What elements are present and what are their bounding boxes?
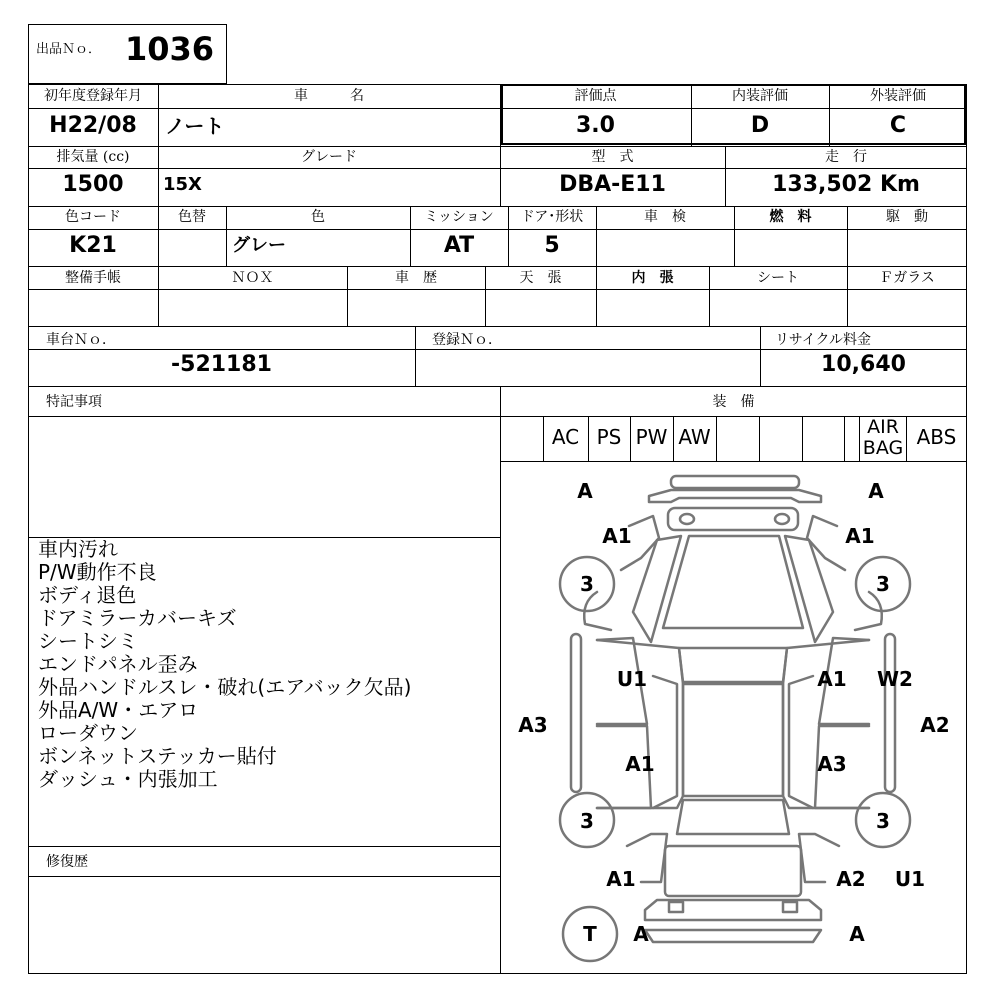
- mark-a1-fl: A1: [602, 524, 632, 548]
- fuel-label: 燃 料: [769, 209, 812, 225]
- mark-a1-left-rear: A1: [625, 752, 655, 776]
- equip-ac: AC: [551, 425, 580, 449]
- records-label: 整備手帳: [65, 270, 121, 286]
- mark-rear-left: A: [633, 922, 649, 946]
- equipment-label: 装 備: [712, 394, 755, 410]
- repaint-label: 色替: [178, 209, 206, 225]
- equip-abs: ABS: [916, 425, 957, 449]
- glass-label: Ｆガラス: [879, 270, 935, 286]
- note-line: 外品A/W・エアロ: [38, 698, 199, 722]
- mark-front-left: A: [577, 479, 593, 503]
- seat-label: シート: [757, 270, 799, 286]
- note-line: ローダウン: [38, 721, 138, 745]
- equip-pw: PW: [635, 425, 668, 449]
- color-code-value: K21: [69, 233, 117, 258]
- exterior-label: 外装評価: [870, 88, 926, 104]
- grade-label: グレード: [301, 149, 357, 165]
- note-line: P/W動作不良: [38, 560, 157, 584]
- note-line: 車内汚れ: [38, 537, 118, 561]
- equip-airbag: AIR BAG: [862, 416, 904, 459]
- note-line: エンドパネル歪み: [38, 652, 198, 676]
- displacement-value: 1500: [62, 172, 124, 197]
- mark-wheel-fr: 3: [876, 572, 890, 596]
- recycle-label: リサイクル料金: [775, 332, 872, 348]
- model-label: 型 式: [591, 149, 634, 165]
- repair-label: 修復歴: [46, 854, 88, 870]
- chassis-value: -521181: [171, 352, 272, 377]
- mark-spare-tire: T: [583, 922, 597, 946]
- note-line: ボンネットステッカー貼付: [38, 744, 277, 768]
- equip-aw: AW: [678, 425, 711, 449]
- hood: [663, 536, 803, 628]
- mark-a1-rear-left: A1: [606, 867, 636, 891]
- mission-label: ミッション: [424, 209, 494, 225]
- equip-ps: PS: [596, 425, 622, 449]
- mark-w2-right: W2: [877, 667, 913, 691]
- interior-trim-label: 内 張: [631, 270, 674, 286]
- score-value: 3.0: [576, 113, 615, 138]
- rear-window: [677, 800, 789, 834]
- lot-number: 1036: [125, 30, 215, 68]
- note-line: ボディ退色: [38, 583, 137, 607]
- left-side-bar: [571, 634, 581, 792]
- note-line: シートシミ: [38, 629, 138, 653]
- note-line: 外品ハンドルスレ・破れ(エアバック欠品): [38, 675, 412, 699]
- first-reg-value: H22/08: [49, 113, 137, 138]
- drive-label: 駆 動: [886, 209, 928, 225]
- mission-value: AT: [443, 233, 475, 258]
- score-label: 評価点: [574, 88, 617, 104]
- note-line: ドアミラーカバーキズ: [38, 606, 237, 630]
- front-bumper-top: [671, 476, 799, 488]
- history-label: 車 歴: [395, 270, 437, 286]
- mileage-value: 133,502 Km: [772, 172, 920, 197]
- grade-value: 15X: [163, 174, 202, 195]
- mark-u1-rear-right: U1: [894, 867, 926, 891]
- roof: [683, 684, 783, 796]
- recycle-value: 10,640: [821, 352, 906, 377]
- notes-label: 特記事項: [46, 394, 102, 410]
- mileage-label: 走 行: [825, 149, 867, 165]
- mark-a2-rear-right: A2: [836, 867, 866, 891]
- color-value: グレー: [232, 235, 286, 256]
- right-side-bar: [885, 634, 895, 792]
- mark-rear-right: A: [849, 922, 865, 946]
- color-code-label: 色コード: [65, 209, 121, 225]
- front-bumper: [649, 490, 821, 502]
- front-grille: [668, 508, 798, 530]
- interior-label: 内装評価: [732, 88, 788, 104]
- exterior-value: C: [889, 113, 907, 138]
- mark-a1-fr: A1: [845, 524, 875, 548]
- mark-a3-left: A3: [518, 713, 548, 737]
- note-line: ダッシュ・内張加工: [38, 767, 218, 791]
- mark-wheel-rl: 3: [580, 809, 594, 833]
- roof-label: 天 張: [519, 270, 562, 286]
- chassis-label: 車台Ｎｏ．: [46, 332, 116, 348]
- mark-wheel-fl: 3: [580, 572, 594, 596]
- nox-label: ＮＯＸ: [231, 270, 274, 286]
- mark-wheel-rr: 3: [876, 809, 890, 833]
- mark-front-right: A: [868, 479, 884, 503]
- mark-u1-left: U1: [616, 667, 648, 691]
- displacement-label: 排気量 (cc): [56, 149, 130, 165]
- mark-a3-right-rear: A3: [817, 752, 847, 776]
- rear-hatch: [665, 846, 801, 896]
- first-reg-label: 初年度登録年月: [44, 88, 142, 104]
- reg-label: 登録Ｎｏ．: [432, 332, 502, 348]
- door-value: 5: [544, 233, 560, 258]
- lot-label: 出品Ｎｏ．: [36, 42, 102, 57]
- model-value: DBA-E11: [559, 172, 666, 197]
- car-diagram: [501, 462, 966, 973]
- windshield: [679, 648, 787, 682]
- mark-a1-right-door: A1: [817, 667, 847, 691]
- mark-a2-right: A2: [920, 713, 950, 737]
- inspection-label: 車 検: [644, 209, 686, 225]
- door-label: ドア･形状: [520, 209, 584, 225]
- color-label: 色: [311, 209, 325, 225]
- notes-list: [38, 538, 411, 791]
- car-name-label: 車 名: [294, 88, 364, 104]
- interior-value: D: [750, 113, 770, 138]
- car-name-value: ノート: [165, 114, 225, 138]
